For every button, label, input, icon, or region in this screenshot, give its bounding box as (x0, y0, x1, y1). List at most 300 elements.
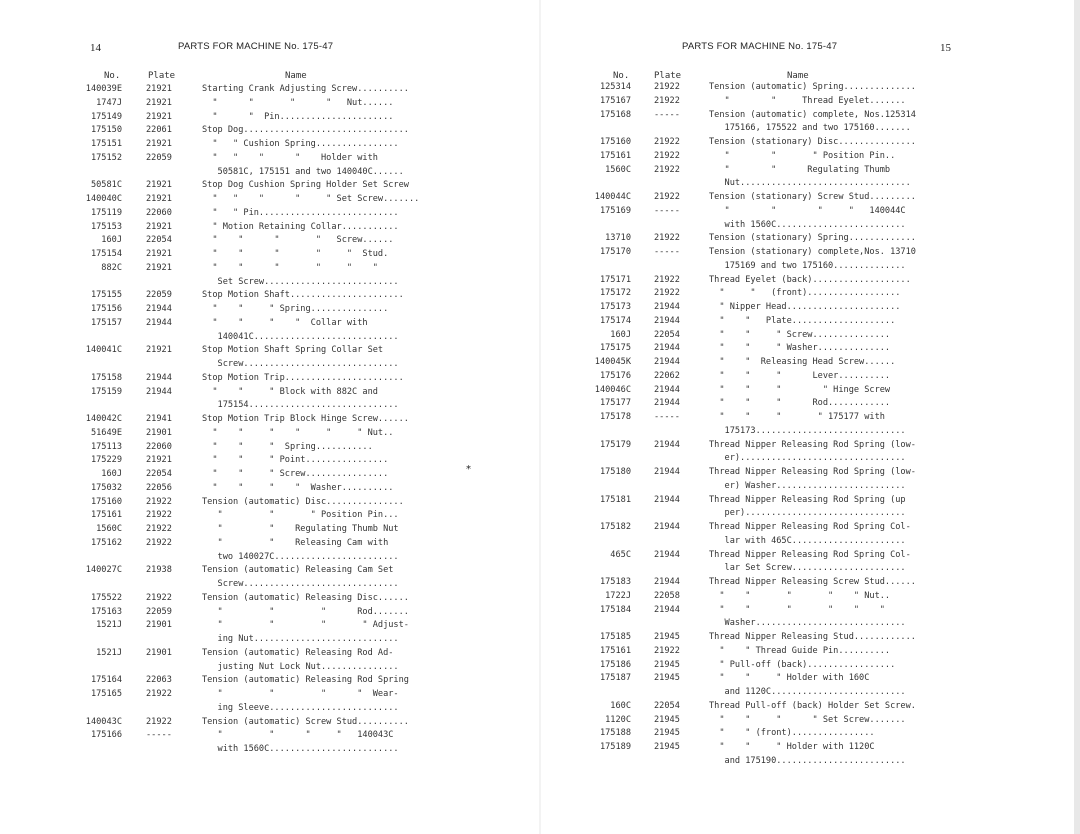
parts-row (540, 756, 1080, 767)
plate-number: 21922 (654, 95, 680, 106)
plate-number: 21922 (146, 689, 172, 699)
parts-row (540, 453, 1080, 464)
part-name: " " Regulating Thumb (709, 164, 891, 175)
parts-row (0, 689, 540, 700)
part-name: ing Sleeve......................... (202, 702, 399, 713)
part-name: Thread Nipper Releasing Screw Stud...... (709, 577, 916, 587)
part-name: Tension (automatic) Releasing Disc...... (202, 592, 409, 603)
parts-row (0, 607, 540, 618)
part-number: 175174 (599, 315, 631, 326)
part-name: Stop Motion Shaft...................... (202, 290, 404, 301)
plate-number: 21944 (146, 317, 172, 328)
part-name: Tension (stationary) Spring............. (709, 233, 916, 244)
plate-number: 21901 (146, 620, 172, 631)
parts-row (540, 728, 1080, 739)
parts-row (540, 233, 1080, 244)
parts-row (540, 110, 1080, 121)
part-number: 140046C (594, 384, 631, 395)
plate-number: 21945 (654, 714, 680, 725)
column-header-name: Name (285, 71, 307, 81)
parts-row (0, 455, 540, 466)
part-number: 175189 (599, 742, 631, 752)
plate-number: 21945 (654, 659, 680, 670)
part-name: " " Thread Eyelet....... (709, 95, 906, 106)
plate-number: 21945 (654, 742, 680, 752)
plate-number: 21944 (146, 372, 172, 383)
column-header-plate: Plate (148, 71, 176, 81)
column-header-plate: Plate (654, 71, 682, 81)
parts-row (540, 357, 1080, 368)
part-name: " " Plate.................... (709, 315, 896, 326)
parts-row (0, 593, 540, 604)
part-name: " " Releasing Cam with (202, 537, 389, 548)
part-name: Thread Nipper Releasing Stud............ (709, 632, 916, 642)
parts-row (0, 387, 540, 398)
part-number: 140044C (594, 192, 631, 202)
plate-number: 21921 (146, 180, 172, 191)
parts-row (540, 330, 1080, 341)
part-number: 175184 (599, 604, 631, 615)
part-number: 175229 (90, 455, 122, 466)
parts-row (540, 192, 1080, 203)
parts-row (540, 412, 1080, 423)
plate-number: 21901 (146, 427, 172, 438)
part-number: 175032 (90, 482, 122, 493)
part-number: 175149 (90, 111, 122, 122)
parts-row (540, 220, 1080, 231)
part-name: Screw.............................. (202, 359, 399, 369)
parts-row (0, 469, 540, 480)
part-number: 175181 (599, 494, 631, 505)
plate-number: 21944 (654, 439, 680, 450)
plate-number: 22060 (146, 207, 172, 218)
part-number: 140039E (85, 84, 122, 94)
part-name: Nut................................. (709, 178, 911, 189)
parts-row (540, 742, 1080, 753)
part-number: 160J (101, 469, 122, 479)
part-number: 50581C (90, 180, 122, 191)
part-name: " " " " " " (202, 262, 378, 273)
part-number: 175169 (599, 205, 631, 216)
part-name: Thread Pull-off (back) Holder Set Screw. (709, 700, 916, 711)
part-name: Set Screw.......................... (202, 276, 399, 287)
column-header-no: No. (104, 71, 121, 81)
part-name: " " " Rod............ (709, 398, 891, 409)
plate-number: 21921 (146, 455, 172, 466)
parts-row (0, 290, 540, 301)
plate-number: 21944 (654, 357, 680, 367)
plate-number: 21944 (654, 343, 680, 354)
part-name: Tension (automatic) Releasing Cam Set (202, 565, 394, 576)
part-name: per)............................... (709, 508, 906, 519)
parts-row (0, 717, 540, 728)
part-number: 175170 (599, 247, 631, 257)
part-number: 465C (610, 549, 631, 560)
plate-number: 21922 (146, 537, 172, 548)
part-name: " " " Point................ (202, 455, 389, 466)
part-name: " " " " 175177 with (709, 412, 885, 422)
part-name: Tension (automatic) Disc............... (202, 496, 404, 507)
parts-row (0, 565, 540, 576)
part-number: 175165 (90, 689, 122, 699)
part-number: 140027C (85, 565, 122, 576)
parts-row (540, 247, 1080, 258)
part-name: " " " " Washer.......... (202, 482, 394, 493)
part-name: " " " " " " (709, 604, 885, 615)
parts-row (540, 618, 1080, 629)
parts-row (540, 660, 1080, 671)
parts-row (0, 153, 540, 164)
plate-number: 21944 (146, 386, 172, 397)
part-name: 175173............................. (709, 425, 906, 436)
plate-number: 22056 (146, 482, 172, 493)
part-name: " " " " Adjust- (202, 620, 409, 631)
plate-number: 22059 (146, 152, 172, 163)
parts-row (0, 263, 540, 274)
part-name: er)................................ (709, 453, 906, 464)
part-name: 175169 and two 175160.............. (709, 260, 906, 271)
column-header-name: Name (787, 71, 809, 81)
page-number: 15 (940, 42, 951, 54)
parts-row (0, 634, 540, 645)
part-number: 175119 (90, 207, 122, 218)
part-name: " " " Spring........... (202, 441, 373, 452)
parts-row (0, 648, 540, 659)
part-number: 175166 (90, 730, 122, 741)
part-name: " " " Holder with 1120C (709, 742, 875, 752)
part-number: 160J (101, 235, 122, 246)
parts-row (540, 522, 1080, 533)
part-number: 175171 (599, 274, 631, 285)
part-name: " " " " Nut...... (202, 97, 394, 108)
parts-row (0, 332, 540, 343)
plate-number: 21922 (654, 274, 680, 285)
plate-number: ----- (654, 109, 680, 120)
parts-row (0, 345, 540, 356)
part-number: 175161 (599, 645, 631, 656)
parts-row (540, 151, 1080, 162)
parts-row (540, 137, 1080, 148)
parts-row (0, 98, 540, 109)
part-name: " " " " Hinge Screw (709, 384, 891, 395)
part-name: " " " Position Pin.. (709, 150, 896, 161)
part-name: Stop Dog................................ (202, 125, 409, 136)
part-name: Starting Crank Adjusting Screw.......... (202, 84, 409, 94)
plate-number: 22062 (654, 370, 680, 381)
page-number: 14 (90, 42, 101, 54)
part-name: lar with 465C...................... (709, 535, 906, 546)
part-number: 140041C (85, 345, 122, 356)
parts-row (540, 673, 1080, 684)
part-name: Screw.............................. (202, 579, 399, 589)
parts-row (0, 139, 540, 150)
parts-row (540, 302, 1080, 313)
part-number: 175162 (90, 537, 122, 548)
part-name: justing Nut Lock Nut............... (202, 661, 399, 672)
part-number: 175159 (90, 386, 122, 397)
parts-row (0, 730, 540, 741)
plate-number: ----- (146, 730, 172, 741)
parts-row (540, 288, 1080, 299)
part-name: Tension (stationary) Disc............... (709, 137, 916, 147)
part-name: Thread Nipper Releasing Rod Spring (up (709, 494, 906, 505)
parts-row (540, 632, 1080, 643)
parts-row (0, 277, 540, 288)
part-number: 175186 (599, 659, 631, 670)
parts-row (540, 701, 1080, 712)
parts-row (0, 373, 540, 384)
parts-row (540, 687, 1080, 698)
parts-row (0, 112, 540, 123)
part-name: " " " Block with 882C and (202, 386, 378, 397)
parts-row (0, 249, 540, 260)
parts-row (0, 428, 540, 439)
part-number: 175168 (599, 109, 631, 120)
parts-row (0, 620, 540, 631)
column-header-no: No. (613, 71, 630, 81)
parts-row (0, 524, 540, 535)
parts-row (540, 467, 1080, 478)
part-name: " " Regulating Thumb Nut (202, 524, 399, 534)
part-number: 175155 (90, 290, 122, 301)
parts-row (0, 497, 540, 508)
plate-number: 21945 (654, 632, 680, 642)
plate-number: 21944 (654, 604, 680, 615)
part-number: 175161 (599, 150, 631, 161)
part-name: " " " " " " Nut.. (202, 427, 394, 438)
part-name: " " " " " Set Screw....... (202, 194, 420, 204)
part-number: 175183 (599, 577, 631, 587)
plate-number: 21922 (654, 288, 680, 299)
part-number: 13710 (605, 233, 631, 244)
part-name: " " (front).................. (709, 288, 901, 299)
parts-row (540, 646, 1080, 657)
parts-row (0, 675, 540, 686)
part-number: 175175 (599, 343, 631, 354)
part-name: " " Pin...................... (202, 111, 394, 122)
plate-number: 21922 (146, 510, 172, 521)
part-name: Stop Motion Shaft Spring Collar Set (202, 345, 384, 356)
plate-number: 21921 (146, 249, 172, 259)
plate-number: 21922 (654, 233, 680, 244)
part-name: Thread Nipper Releasing Rod Spring (low- (709, 467, 916, 477)
part-name: " " " " Holder with (202, 152, 378, 163)
plate-number: 22054 (146, 235, 172, 246)
part-name: " " Thread Guide Pin.......... (709, 645, 891, 656)
part-number: 175164 (90, 675, 122, 686)
part-number: 175172 (599, 288, 631, 299)
plate-number: 21921 (146, 97, 172, 108)
parts-row (540, 550, 1080, 561)
parts-row (540, 398, 1080, 409)
part-number: 175151 (90, 139, 122, 149)
part-number: 175167 (599, 95, 631, 106)
part-name: lar Set Screw...................... (709, 563, 906, 574)
plate-number: 21945 (654, 728, 680, 739)
part-number: 140043C (85, 716, 122, 727)
part-name: with 1560C......................... (202, 744, 399, 754)
plate-number: 21921 (146, 345, 172, 356)
parts-row (540, 371, 1080, 382)
part-number: 140040C (85, 194, 122, 204)
part-number: 175176 (599, 370, 631, 381)
part-name: " " (front)................ (709, 728, 875, 739)
part-name: " " Pin........................... (202, 207, 399, 218)
part-name: " " " " Collar with (202, 317, 368, 328)
parts-row (0, 194, 540, 205)
part-number: 1521J (96, 620, 122, 631)
part-name: Washer............................. (709, 618, 906, 629)
parts-row (0, 167, 540, 178)
parts-row (540, 563, 1080, 574)
plate-number: 21922 (654, 192, 680, 202)
right-page (540, 0, 1080, 834)
part-name: Tension (automatic) complete, Nos.125314 (709, 109, 916, 120)
plate-number: 21944 (654, 467, 680, 477)
parts-row (0, 538, 540, 549)
part-number: 125314 (599, 82, 631, 92)
parts-row (540, 343, 1080, 354)
part-name: two 140027C........................ (202, 551, 399, 562)
plate-number: 21922 (654, 82, 680, 92)
parts-row (0, 318, 540, 329)
plate-number: 21944 (654, 384, 680, 395)
part-name: " " " Screw............... (709, 329, 891, 340)
running-head: PARTS FOR MACHINE No. 175-47 (682, 41, 838, 52)
part-number: 175158 (90, 372, 122, 383)
part-name: Tension (stationary) Screw Stud......... (709, 192, 916, 202)
part-number: 175157 (90, 317, 122, 328)
part-name: " " " Lever.......... (709, 370, 891, 381)
part-number: 175173 (599, 302, 631, 312)
parts-row (0, 304, 540, 315)
plate-number: 21901 (146, 647, 172, 658)
parts-row (540, 508, 1080, 519)
part-name: Tension (automatic) Screw Stud.......... (202, 716, 409, 727)
part-name: " " " " Wear- (202, 689, 399, 699)
page-edge (1074, 0, 1080, 834)
part-number: 175187 (599, 673, 631, 684)
part-name: Stop Motion Trip Block Hinge Screw...... (202, 414, 409, 424)
plate-number: 22054 (654, 329, 680, 340)
part-number: 1747J (96, 97, 122, 108)
parts-row (540, 96, 1080, 107)
part-number: 160C (610, 700, 631, 711)
part-name: " " " " Set Screw....... (709, 714, 906, 725)
part-number: 140042C (85, 414, 122, 424)
part-name: 50581C, 175151 and two 140040C...... (202, 166, 404, 177)
plate-number: 21922 (146, 592, 172, 603)
part-number: 175182 (599, 522, 631, 532)
part-name: " " Releasing Head Screw...... (709, 357, 896, 367)
part-name: Stop Dog Cushion Spring Holder Set Screw (202, 180, 409, 191)
parts-row (0, 744, 540, 755)
plate-number: 21922 (146, 524, 172, 534)
plate-number: 22060 (146, 441, 172, 452)
part-name: Stop Motion Trip....................... (202, 372, 404, 383)
part-number: 175188 (599, 728, 631, 739)
part-name: " " " " " Nut.. (709, 590, 891, 601)
plate-number: 21921 (146, 139, 172, 149)
part-number: 175185 (599, 632, 631, 642)
part-name: Thread Nipper Releasing Rod Spring (low- (709, 439, 916, 450)
parts-row (540, 426, 1080, 437)
part-name: " Nipper Head...................... (709, 302, 901, 312)
part-number: 175160 (599, 137, 631, 147)
part-name: Thread Nipper Releasing Rod Spring Col- (709, 522, 911, 532)
part-name: and 1120C.......................... (709, 687, 906, 697)
plate-number: 22054 (146, 469, 172, 479)
parts-row (0, 235, 540, 246)
part-name: Tension (automatic) Releasing Rod Spring (202, 675, 409, 686)
plate-number: 21945 (654, 673, 680, 684)
plate-number: 22059 (146, 290, 172, 301)
part-number: 175522 (90, 592, 122, 603)
plate-number: 22063 (146, 675, 172, 686)
part-name: " " " " " Stud. (202, 249, 389, 259)
part-name: 175166, 175522 and two 175160....... (709, 123, 911, 134)
plate-number: 21944 (654, 577, 680, 587)
plate-number: 22059 (146, 606, 172, 617)
parts-row (0, 579, 540, 590)
plate-number: 21921 (146, 111, 172, 122)
parts-row (540, 605, 1080, 616)
part-number: 160J (610, 329, 631, 340)
parts-row (540, 481, 1080, 492)
plate-number: 22054 (654, 700, 680, 711)
parts-row (0, 552, 540, 563)
plate-number: 22061 (146, 125, 172, 136)
plate-number: 21921 (146, 194, 172, 204)
plate-number: 21938 (146, 565, 172, 576)
parts-row (540, 165, 1080, 176)
plate-number: 21922 (654, 150, 680, 161)
parts-row (0, 510, 540, 521)
part-number: 175160 (90, 496, 122, 507)
parts-row (0, 414, 540, 425)
parts-row (540, 82, 1080, 93)
part-name: ing Nut............................ (202, 634, 399, 644)
plate-number: 21922 (654, 645, 680, 656)
parts-row (0, 400, 540, 411)
plate-number: 22058 (654, 590, 680, 601)
parts-row (540, 715, 1080, 726)
part-number: 175153 (90, 221, 122, 232)
parts-row (540, 123, 1080, 134)
parts-row (540, 440, 1080, 451)
parts-row (540, 591, 1080, 602)
parts-row (0, 125, 540, 136)
part-name: " " " Screw................ (202, 469, 389, 479)
part-name: 140041C............................ (202, 331, 399, 342)
plate-number: 21921 (146, 221, 172, 232)
part-name: Thread Eyelet (back)................... (709, 274, 911, 285)
part-name: " " " Washer.............. (709, 343, 891, 354)
part-number: 175156 (90, 304, 122, 314)
margin-mark: * (466, 464, 471, 475)
part-name: " " " Holder with 160C (709, 673, 870, 684)
part-number: 882C (101, 262, 122, 273)
part-name: 175154............................. (202, 400, 399, 411)
part-name: " " " Position Pin... (202, 510, 399, 521)
parts-row (540, 495, 1080, 506)
plate-number: ----- (654, 205, 680, 216)
plate-number: 21944 (654, 494, 680, 505)
parts-row (0, 483, 540, 494)
part-name: " " " Rod....... (202, 606, 409, 617)
parts-row (0, 703, 540, 714)
running-head: PARTS FOR MACHINE No. 175-47 (178, 41, 334, 52)
